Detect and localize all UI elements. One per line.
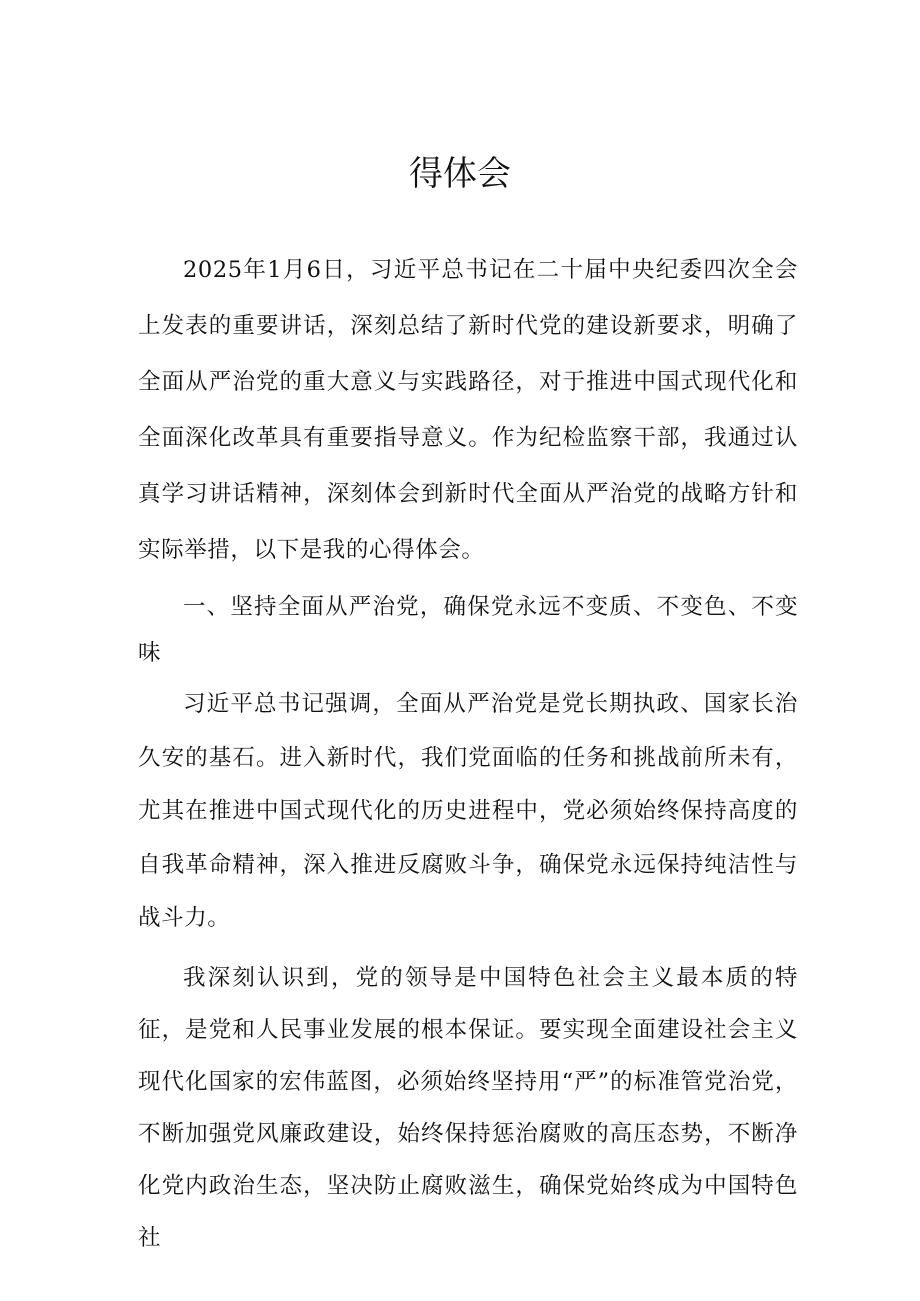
section-paragraph-1: 习近平总书记强调，全面从严治党是党长期执政、国家长治久安的基石。进入新时代，我们党面临的任务和挑战前所未有，尤其在推进中国式现代化的历史进程中，党必须始终保持高度的自我革命精神，深入推进反腐败斗争，确保党永远保持纯洁性与战斗力。 [138, 691, 798, 931]
section-heading: 一、坚持全面从严治党，确保党永远不变质、不变色、不变味 [138, 594, 798, 666]
document-body [138, 242, 798, 1264]
document-title: 得体会 [409, 154, 511, 194]
intro-paragraph: 2025年1月6日，习近平总书记在二十届中央纪委四次全会上发表的重要讲话，深刻总结了新时代党的建设新要求，明确了全面从严治党的重大意义与实践路径，对于推进中国式现代化和全面深化改革具有重要指导意义。作为纪检监察干部，我通过认真学习讲话精神，深刻体会到新时代全面从严治党的战略方针和实际举措，以下是我的心得体会。 [138, 257, 798, 563]
section-paragraph-2: 我深刻认识到，党的领导是中国特色社会主义最本质的特征，是党和人民事业发展的根本保证。要实现全面建设社会主义现代化国家的宏伟蓝图，必须始终坚持用“严”的标准管党治党，不断加强党风廉政建设，始终保持惩治腐败的高压态势，不断净化党内政治生态，坚决防止腐败滋生，确保党始终成为中国特色社 [138, 964, 798, 1251]
